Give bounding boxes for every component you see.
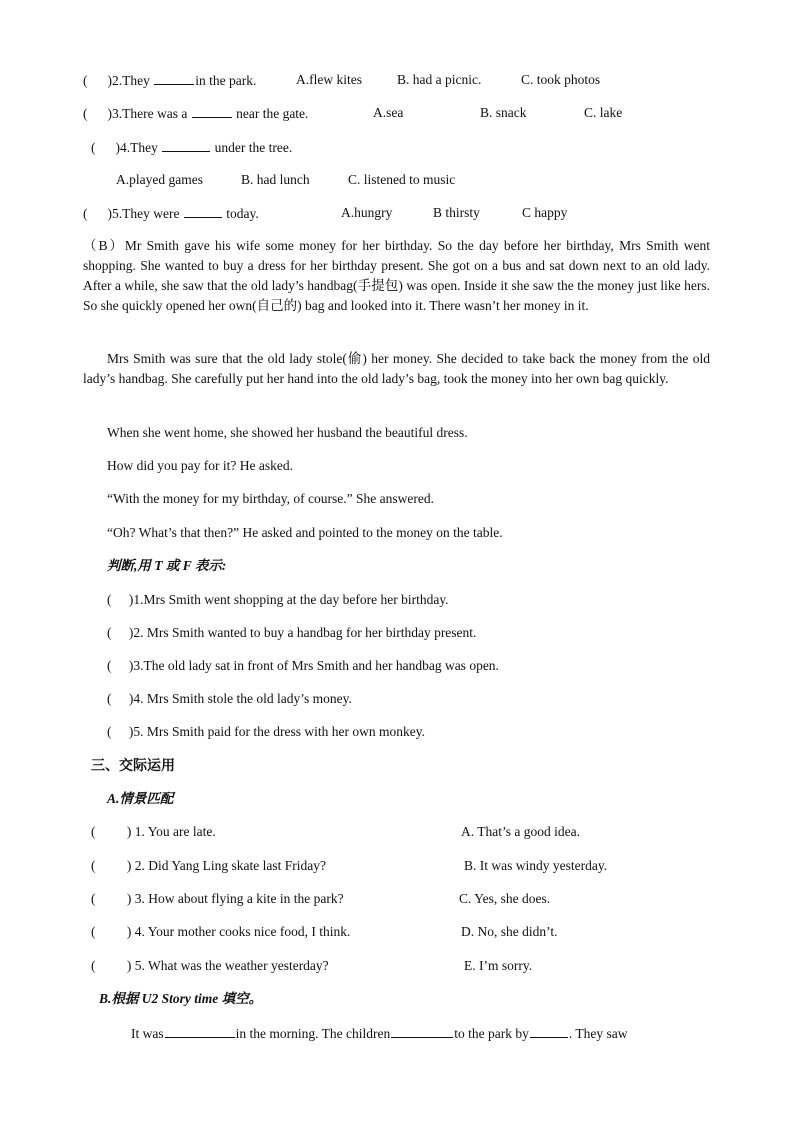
passage-line-3: When she went home, she showed her husband the beautiful dress. [107,425,468,440]
match-left-text: 2. Did Yang Ling skate last Friday? [134,858,326,873]
tf-item-text: 3.The old lady sat in front of Mrs Smith and her handbag was open. [133,658,499,673]
match-right-d: D. No, she didn’t. [461,924,558,939]
answer-paren-close: ) [107,206,112,221]
answer-paren: ( [83,206,88,221]
option-b: B thirsty [433,205,480,220]
passage-line-4: How did you pay for it? He asked. [107,458,293,473]
option-b: B. had a picnic. [397,72,482,87]
fill-blank-2[interactable] [391,1023,453,1038]
match-left-4: ( ) 4. Your mother cooks nice food, I think. [91,924,351,939]
section-3-heading: 三、交际运用 [91,758,175,774]
tf-item-1: ( )1.Mrs Smith went shopping at the day before her birthday. [107,592,449,607]
option-c: C. lake [584,105,623,120]
tf-item-3: ( )3.The old lady sat in front of Mrs Smith and her handbag was open. [107,658,499,673]
passage-paragraph-2: Mrs Smith was sure that the old lady stole(偷) her money. She decided to take back the money from the old lady’s handbag. She carefully put her hand into the old lady’s bag, took the money into her own bag quickly. [83,351,710,386]
option-b: B. snack [480,105,527,120]
question-text-after: under the tree. [214,140,293,155]
option-a: A.played games [116,172,203,187]
question-text: 2.They [112,73,150,88]
answer-blank[interactable] [154,70,194,85]
question-text: 4.They [120,140,158,155]
question-4 [91,137,292,158]
option-c: C. took photos [521,72,601,87]
option-a: A.flew kites [296,72,362,87]
fill-text: It was [131,1026,164,1041]
question-text-after: near the gate. [236,106,309,121]
answer-paren-close: ) [107,73,112,88]
match-right-a: A. That’s a good idea. [461,824,580,839]
fill-blank-3[interactable] [530,1023,568,1038]
option-c: C happy [522,205,568,220]
tf-item-text: 1.Mrs Smith went shopping at the day before her birthday. [133,592,449,607]
passage-line-6: “Oh? What’s that then?” He asked and pointed to the money on the table. [107,525,503,540]
answer-blank[interactable] [192,103,232,118]
match-left-2: ( ) 2. Did Yang Ling skate last Friday? [91,858,326,873]
fill-line-1 [131,1023,627,1044]
match-right-c: C. Yes, she does. [459,891,551,906]
answer-blank[interactable] [162,137,210,152]
tf-item-2: ( )2. Mrs Smith wanted to buy a handbag for her birthday present. [107,625,477,640]
question-2 [83,70,256,91]
passage-line-5: “With the money for my birthday, of course.” She answered. [107,491,434,506]
fill-blank-1[interactable] [165,1023,235,1038]
option-a: A.sea [373,105,404,120]
answer-paren-close: ) [107,106,112,121]
match-left-text: 4. Your mother cooks nice food, I think. [134,924,351,939]
section-3a-heading: A.情景匹配 [107,791,174,806]
tf-item-5: ( )5. Mrs Smith paid for the dress with her own monkey. [107,724,425,739]
match-left-text: 5. What was the weather yesterday? [134,958,329,973]
question-3 [83,103,308,124]
fill-text: in the morning. The children [235,1026,391,1041]
match-left-text: 1. You are late. [134,824,216,839]
question-text-after: in the park. [195,73,257,88]
option-b: B. had lunch [241,172,310,187]
tf-heading: 判断,用 T 或 F 表示: [107,558,227,573]
option-a: A.hungry [341,205,393,220]
fill-text: to the park by [454,1026,529,1041]
match-left-5: ( ) 5. What was the weather yesterday? [91,958,329,973]
match-right-b: B. It was windy yesterday. [464,858,608,873]
answer-paren: ( [83,106,88,121]
answer-paren: ( [91,140,96,155]
question-text-after: today. [226,206,259,221]
question-text: 3.There was a [112,106,188,121]
match-left-3: ( ) 3. How about flying a kite in the park? [91,891,344,906]
passage-paragraph-1: （B）Mr Smith gave his wife some money for her birthday. So the day before her birthday, Mrs Smith went shopping. She wanted to buy a dress for her birthday present. She got on a bus and sat down next to an old lady. After a while, she saw that the old lady’s handbag(手提包) was open. Inside it she saw the the money just like hers. So she quickly opened her own(自己的) bag and looked into it. There wasn’t her money in it. [83,238,710,313]
answer-paren-close: ) [115,140,120,155]
answer-blank[interactable] [184,203,222,218]
option-c: C. listened to music [348,172,456,187]
question-text: 5.They were [112,206,180,221]
match-right-e: E. I’m sorry. [464,958,533,973]
fill-text: . They saw [568,1026,628,1041]
tf-item-text: 5. Mrs Smith paid for the dress with her own monkey. [133,724,425,739]
match-left-1: ( ) 1. You are late. [91,824,216,839]
question-5 [83,203,259,224]
tf-item-text: 4. Mrs Smith stole the old lady’s money. [133,691,352,706]
tf-item-text: 2. Mrs Smith wanted to buy a handbag for her birthday present. [133,625,477,640]
answer-paren: ( [83,73,88,88]
tf-item-4: ( )4. Mrs Smith stole the old lady’s money. [107,691,352,706]
match-left-text: 3. How about flying a kite in the park? [134,891,344,906]
section-3b-heading: B.根据 U2 Story time 填空。 [99,991,263,1006]
